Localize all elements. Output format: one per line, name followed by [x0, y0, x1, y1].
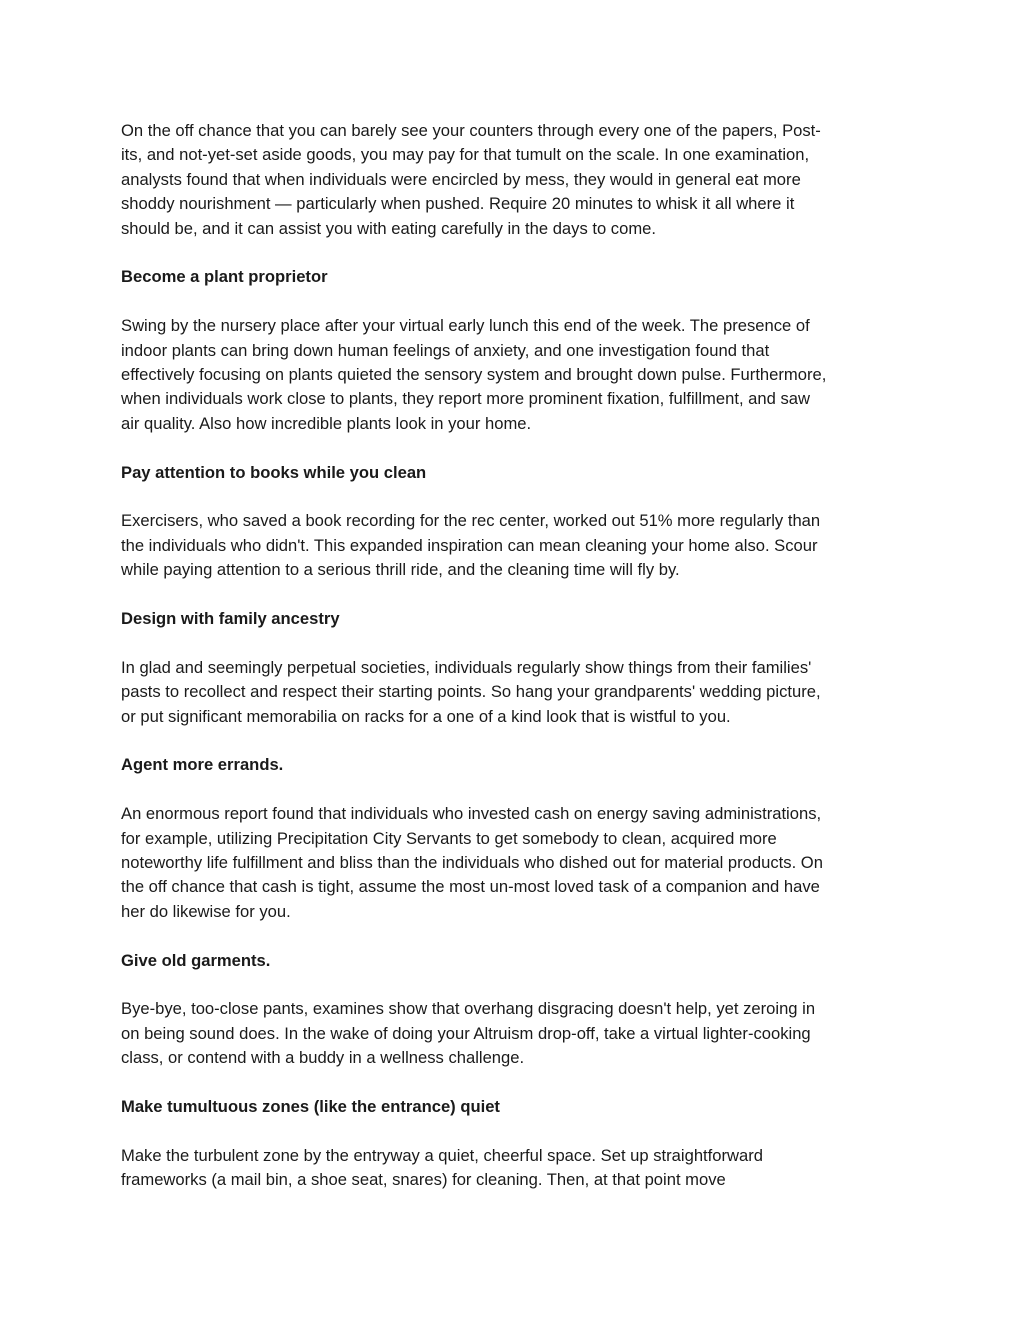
section-paragraph-garments: Bye-bye, too-close pants, examines show that overhang disgracing doesn't help, yet zeroing in on being sound does. In the wake of doing your Altruism drop-off, take a virtual lighter-cooking class, or contend with a buddy in a wellness challenge. [121, 999, 816, 1068]
section-paragraph-zones: Make the turbulent zone by the entryway a quiet, cheerful space. Set up straightforward frameworks (a mail bin, a shoe seat, snares) for cleaning. Then, at that point move [121, 1145, 763, 1190]
section-heading-plant: Become a plant proprietor [121, 267, 328, 287]
section-heading-ancestry: Design with family ancestry [121, 609, 340, 629]
section-heading-books: Pay attention to books while you clean [121, 462, 427, 482]
section-heading-garments: Give old garments. [121, 950, 271, 970]
section-heading-errands: Agent more errands. [121, 755, 284, 775]
section-paragraph-errands: An enormous report found that individuals who invested cash on energy saving administrations, for example, utilizing Precipitation City Servants to get somebody to clean, acquired more noteworthy life fulfillment and bliss than the individuals who dished out for material products. On the off chance that cash is tight, assume the most un-most loved task of a companion and have her do likewise for you. [121, 804, 823, 921]
section-heading-zones: Make tumultuous zones (like the entrance) quiet [121, 1097, 500, 1117]
intro-paragraph: On the off chance that you can barely see your counters through every one of the papers, Post- its, and not-yet-set aside goods, you may pay for that tumult on the scale. In one examination, analysts found that when individuals were encircled by mess, they would in general eat more shoddy nourishment — particularly when pushed. Require 20 minutes to whisk it all where it should be, and it can assist you with eating carefully in the days to come. [121, 121, 821, 238]
section-paragraph-books: Exercisers, who saved a book recording for the rec center, worked out 51% more regularly than the individuals who didn't. This expanded inspiration can mean cleaning your home also. Scour while paying attention to a serious thrill ride, and the cleaning time will fly by. [121, 511, 821, 580]
document-page [121, 119, 911, 1217]
section-paragraph-plant: Swing by the nursery place after your virtual early lunch this end of the week. The presence of indoor plants can bring down human feelings of anxiety, and one investigation found that effectively focusing on plants quieted the sensory system and brought down pulse. Furthermore, when individuals work close to plants, they report more prominent fixation, fulfillment, and saw air quality. Also how incredible plants look in your home. [121, 316, 827, 433]
section-paragraph-ancestry: In glad and seemingly perpetual societies, individuals regularly show things from their families' pasts to recollect and respect their starting points. So hang your grandparents' wedding picture, or put significant memorabilia on racks for a one of a kind look that is wistful to you. [121, 657, 821, 726]
